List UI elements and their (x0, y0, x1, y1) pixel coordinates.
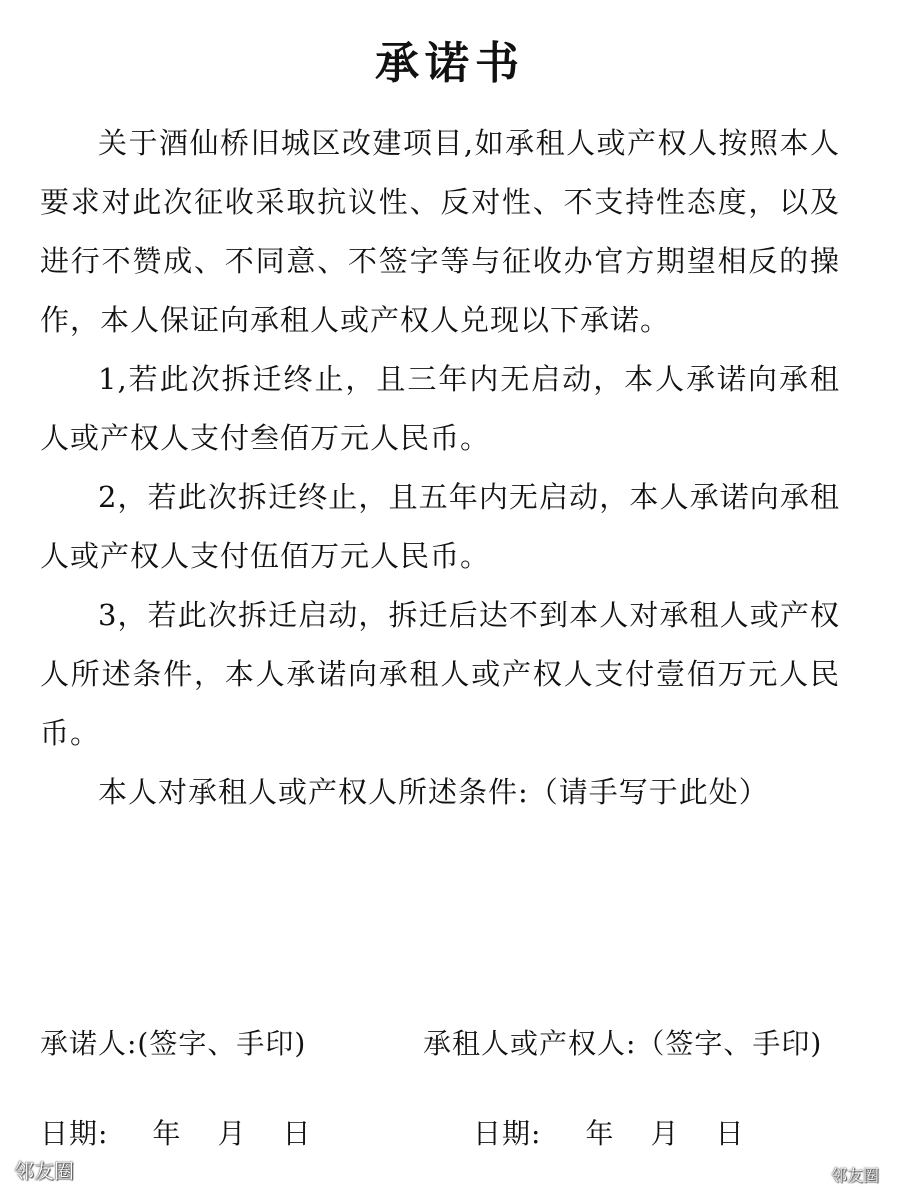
date-year: 年 (585, 1117, 615, 1150)
promise-item-1: 1,若此次拆迁终止，且三年内无启动，本人承诺向承租人或产权人支付叁佰万元人民币。 (40, 362, 840, 455)
tenant-signature-label: 承租人或产权人:（签字、手印) (423, 1027, 823, 1060)
intro-paragraph: 关于酒仙桥旧城区改建项目,如承租人或产权人按照本人要求对此次征收采取抗议性、反对性、不支持性态度，以及进行不赞成、不同意、不签字等与征收办官方期望相反的操作，本人保证向承租人或产权人兑现以下承诺。 (40, 126, 840, 337)
document-title: 承诺书 (375, 38, 525, 89)
date-day: 日 (282, 1117, 312, 1150)
promisor-date (40, 1114, 311, 1154)
date-month: 月 (650, 1117, 680, 1150)
date-year: 年 (152, 1117, 182, 1150)
tenant-date (473, 1114, 744, 1154)
watermark-left: 邻友圈 (14, 1159, 74, 1183)
promisor-signature-label: 承诺人:(签字、手印) (40, 1027, 307, 1060)
watermark-right: 邻友圈 (831, 1166, 880, 1185)
date-label: 日期: (473, 1117, 542, 1150)
date-label: 日期: (40, 1117, 109, 1150)
promise-item-2: 2，若此次拆迁终止，且五年内无启动，本人承诺向承租人或产权人支付伍佰万元人民币。 (40, 480, 840, 573)
promise-item-3: 3，若此次拆迁启动，拆迁后达不到本人对承租人或产权人所述条件，本人承诺向承租人或产权人支付壹佰万元人民币。 (40, 598, 840, 750)
document-body (40, 114, 840, 822)
handwriting-prompt: 本人对承租人或产权人所述条件:（请手写于此处） (98, 775, 769, 809)
date-day: 日 (715, 1117, 745, 1150)
date-month: 月 (217, 1117, 247, 1150)
